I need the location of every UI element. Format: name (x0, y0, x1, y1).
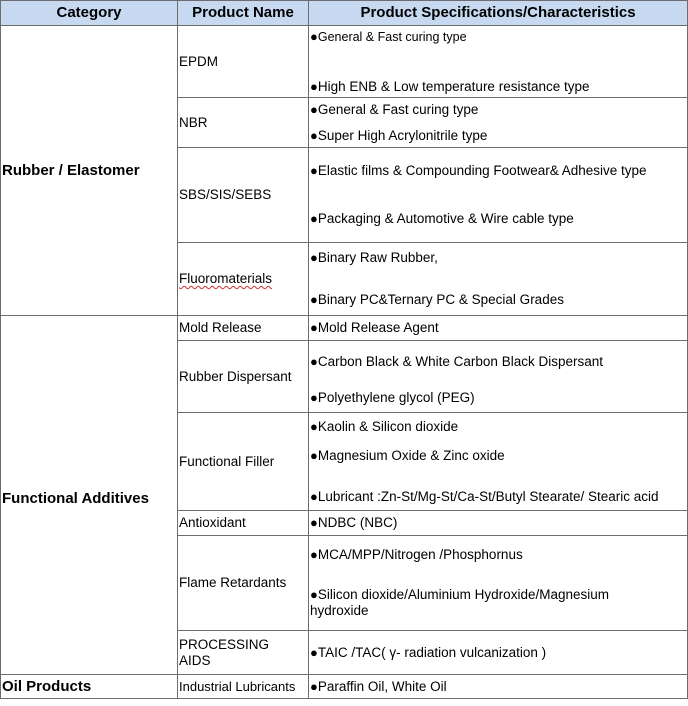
product-name: Flame Retardants (178, 536, 309, 631)
table-row (1, 26, 688, 98)
spec-item: ●NDBC (NBC) (310, 515, 398, 530)
product-name: Mold Release (178, 316, 309, 341)
product-specs (309, 536, 688, 631)
bullet-icon: ● (310, 488, 318, 504)
header-specs: Product Specifications/Characteristics (309, 1, 688, 26)
spec-item: ●Kaolin & Silicon dioxide (310, 418, 459, 434)
spec-item: ●Lubricant :Zn-St/Mg-St/Ca-St/Butyl Stearate/ Stearic acid (310, 488, 659, 504)
product-name: Fluoromaterials (178, 243, 309, 316)
product-name: EPDM (178, 26, 309, 98)
bullet-icon: ● (310, 101, 318, 117)
category-oil-products: Oil Products (1, 675, 178, 699)
bullet-icon: ● (310, 418, 318, 434)
bullet-icon: ● (310, 447, 318, 463)
spec-item: ●General & Fast curing type (310, 101, 479, 117)
product-name: Functional Filler (178, 413, 309, 511)
bullet-icon: ● (310, 547, 318, 562)
bullet-icon: ● (310, 28, 318, 44)
spec-item: ●General & Fast curing type (310, 28, 467, 44)
spec-item: ●TAIC /TAC( γ- radiation vulcanization ) (310, 644, 547, 660)
bullet-icon: ● (310, 389, 318, 405)
bullet-icon: ● (310, 292, 318, 307)
bullet-icon: ● (310, 163, 318, 178)
bullet-icon: ● (310, 515, 318, 530)
spec-item: ●Magnesium Oxide & Zinc oxide (310, 447, 505, 463)
spec-item: ●Elastic films & Compounding Footwear& Adhesive type (310, 163, 647, 178)
header-product-name: Product Name (178, 1, 309, 26)
spec-item: ●Silicon dioxide/Aluminium Hydroxide/Magnesium hydroxide (310, 587, 609, 618)
product-name: PROCESSING AIDS (178, 631, 309, 675)
bullet-icon: ● (310, 678, 318, 694)
bullet-icon: ● (310, 211, 318, 226)
product-name: SBS/SIS/SEBS (178, 148, 309, 243)
product-name: NBR (178, 98, 309, 148)
product-specs (309, 413, 688, 511)
spec-item: ●Binary Raw Rubber, (310, 250, 438, 265)
bullet-icon: ● (310, 320, 318, 335)
spec-item: ●High ENB & Low temperature resistance type (310, 78, 590, 94)
spec-item: ●Packaging & Automotive & Wire cable type (310, 211, 574, 226)
category-functional-additives: Functional Additives (1, 316, 178, 675)
bullet-icon: ● (310, 587, 318, 602)
spec-item: ●Binary PC&Ternary PC & Special Grades (310, 292, 564, 307)
product-specs (309, 243, 688, 316)
table-row (1, 675, 688, 699)
product-specs (309, 98, 688, 148)
product-specs (309, 675, 688, 699)
header-row (1, 1, 688, 26)
spec-item: ●Super High Acrylonitrile type (310, 127, 488, 143)
header-category: Category (1, 1, 178, 26)
category-rubber-elastomer: Rubber / Elastomer (1, 26, 178, 316)
spec-item: ●Paraffin Oil, White Oil (310, 678, 447, 694)
table-row (1, 316, 688, 341)
product-specs (309, 341, 688, 413)
product-name: Antioxidant (178, 511, 309, 536)
product-specs (309, 631, 688, 675)
spec-item: ●Polyethylene glycol (PEG) (310, 389, 475, 405)
bullet-icon: ● (310, 353, 318, 369)
product-specs (309, 26, 688, 98)
bullet-icon: ● (310, 644, 318, 660)
bullet-icon: ● (310, 127, 318, 143)
product-specs (309, 148, 688, 243)
bullet-icon: ● (310, 250, 318, 265)
product-specs (309, 316, 688, 341)
spec-item: ●MCA/MPP/Nitrogen /Phosphornus (310, 547, 523, 562)
product-specs (309, 511, 688, 536)
product-name: Rubber Dispersant (178, 341, 309, 413)
product-name: Industrial Lubricants (178, 675, 309, 699)
spec-item: ●Carbon Black & White Carbon Black Dispersant (310, 353, 603, 369)
spec-item: ●Mold Release Agent (310, 320, 439, 335)
bullet-icon: ● (310, 78, 318, 94)
